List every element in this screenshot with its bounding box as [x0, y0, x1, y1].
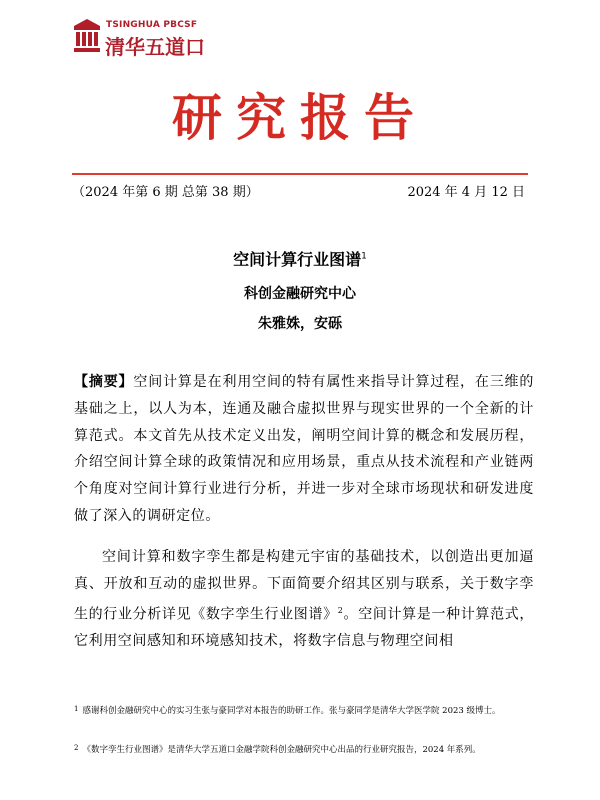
abstract-tag: 【摘要】	[74, 374, 134, 390]
issue-number: （2024 年第 6 期 总第 38 期）	[72, 185, 259, 200]
logo-english-text: TSINGHUA PBCSF	[106, 20, 198, 30]
logo-chinese-text: 清华五道口	[105, 35, 205, 59]
paragraph-text-after: 。空间计算是一种计算范式，它利用空间感知和环境感知技术，将数字信息与物理空间相	[74, 606, 534, 650]
footnote-1	[74, 702, 534, 718]
title-footnote-mark[interactable]: 1	[361, 251, 367, 262]
organization: 科创金融研究中心	[244, 286, 356, 302]
title-divider	[72, 173, 528, 175]
document-title-text: 空间计算行业图谱	[233, 250, 362, 269]
authors: 朱雅姝，安砾	[258, 316, 342, 332]
abstract-paragraph	[74, 369, 534, 530]
footnote-2-mark: 2	[74, 744, 79, 752]
footnote-2	[74, 741, 534, 757]
paragraph-text-before: 空间计算和数字孪生都是构建元宇宙的基础技术，以创造出更加逼真、开放和互动的虚拟世界。下面简要介绍其区别与联系，关于数字孪生的行业分析详见《数字孪生行业图谱》	[74, 549, 534, 623]
report-title: 研究报告	[172, 88, 428, 147]
pbcsf-logo	[73, 16, 205, 59]
footnote-ref-2[interactable]: 2	[337, 605, 344, 615]
footnote-1-mark: 1	[74, 705, 79, 713]
footnote-2-text: 《数字孪生行业图谱》是清华大学五道口金融学院科创金融研究中心出品的行业研究报告，2024 年系列。	[82, 745, 481, 755]
pbcsf-emblem-icon	[73, 18, 101, 54]
abstract-text: 空间计算是在利用空间的特有属性来指导计算过程，在三维的基础之上，以人为本，连通及融合虚拟世界与现实世界的一个全新的计算范式。本文首先从技术定义出发，阐明空间计算的概念和发展历程，介绍空间计算全球的政策情况和应用场景，重点从技术流程和产业链两个角度对空间计算行业进行分析，并进一步对全球市场现状和研发进度做了深入的调研定位。	[74, 374, 534, 524]
footnote-1-text: 感谢科创金融研究中心的实习生张与豪同学对本报告的助研工作。张与豪同学是清华大学医学院 2023 级博士。	[82, 706, 501, 716]
document-title	[0, 247, 600, 270]
body-paragraph	[74, 544, 534, 655]
publish-date: 2024 年 4 月 12 日	[407, 185, 525, 200]
